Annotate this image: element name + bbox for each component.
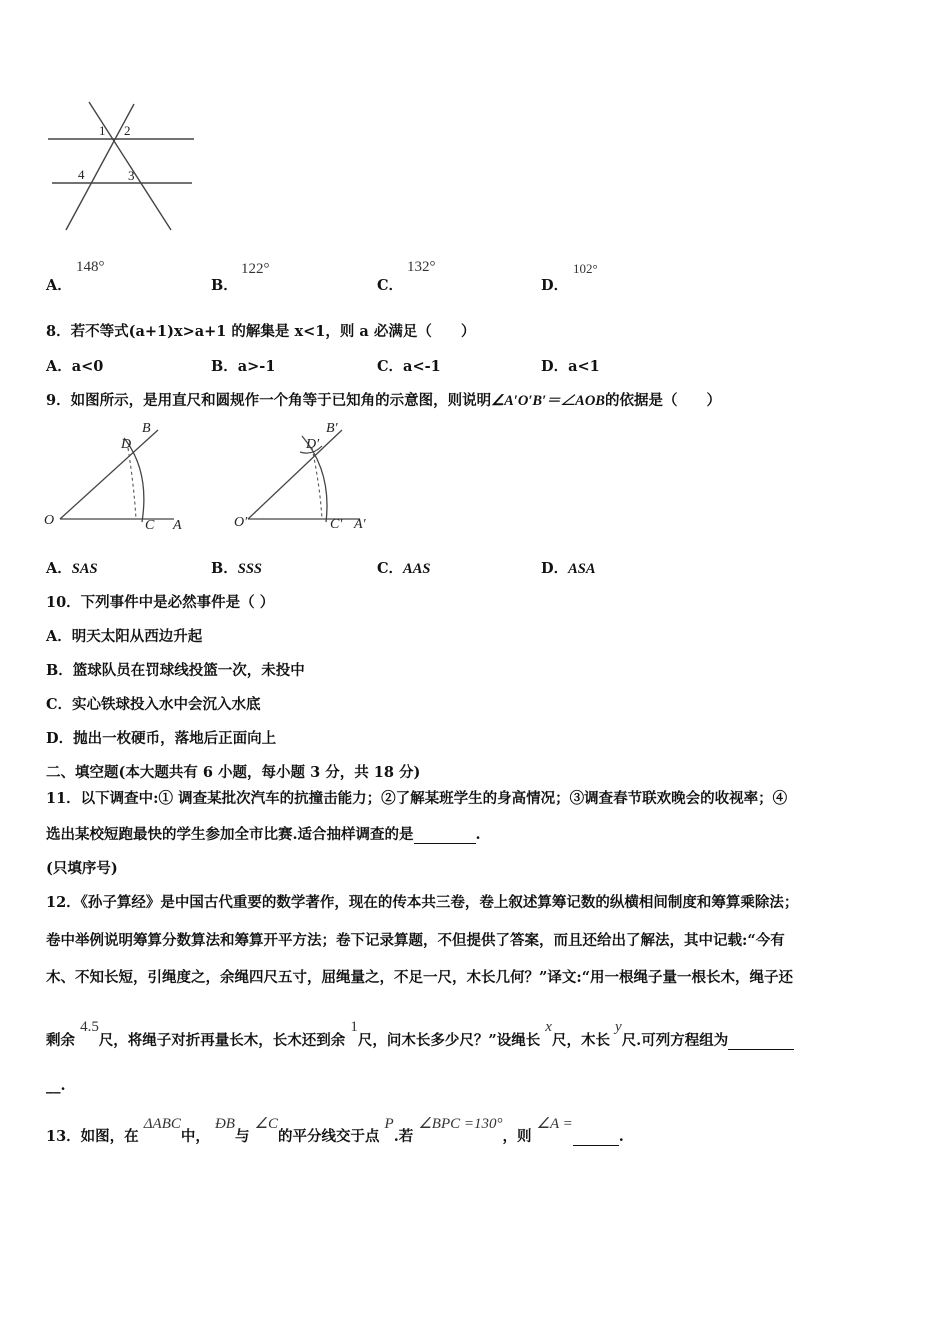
- q12-line-4-c: 尺，问木长多少尺？”设绳长: [357, 1032, 541, 1049]
- option-letter: A．: [46, 358, 72, 375]
- q9-figure-original: [42, 416, 192, 536]
- q9-fig1-label-c: C: [145, 518, 155, 533]
- q13-text-a: 13．如图，在: [46, 1128, 139, 1145]
- q9-fig2-label-c: C′: [330, 517, 343, 532]
- q12-math-y: y: [615, 1019, 622, 1035]
- option-value: SAS: [71, 561, 98, 577]
- q10-option-c[interactable]: C．实心铁球投入水中会沉入水底: [46, 696, 261, 713]
- q10-option-a[interactable]: A．明天太阳从西边升起: [46, 628, 203, 645]
- q12-math-4-5: 4.5: [80, 1019, 99, 1035]
- q13-text-c: 与: [234, 1128, 250, 1145]
- q13-math-angle-c: ∠C: [254, 1116, 278, 1132]
- q13-math-point-p: P: [384, 1116, 394, 1132]
- q12-line-1: 12．《孙子算经》是中国古代重要的数学著作，现在的传本共三卷，卷上叙述算筹记数的纵横相间制度和筹算乘除法；: [46, 894, 799, 911]
- option-letter: C．: [377, 358, 404, 375]
- q9-stem-tail: 的依据是（ ）: [604, 392, 721, 409]
- q13-answer-blank[interactable]: [573, 1128, 619, 1146]
- option-letter: D．: [541, 560, 569, 577]
- q9-fig1-label-o: O: [44, 513, 55, 528]
- q7-option-b-value: 122°: [241, 261, 270, 277]
- q10-option-d[interactable]: D．抛出一枚硬币，落地后正面向上: [46, 730, 277, 747]
- q9-fig2-label-a: A′: [354, 517, 366, 532]
- q9-option-c[interactable]: [377, 557, 430, 578]
- option-value: AAS: [403, 561, 431, 577]
- q8-option-c[interactable]: [377, 355, 441, 376]
- q12-line-4-b: 尺，将绳子对折再量长木，长木还到余: [98, 1032, 346, 1049]
- q13-text-d: 的平分线交于点: [277, 1128, 380, 1145]
- q10-stem: 10．下列事件中是必然事件是（ ）: [46, 594, 275, 611]
- q8-stem: 8．若不等式(a+1)x>a+1 的解集是 x<1，则 a 必满足（ ）: [46, 323, 476, 340]
- q12-line-4-a: 剩余: [46, 1032, 75, 1049]
- q9-fig2-label-b: B′: [326, 421, 338, 436]
- q9-fig1-dashed-chord: [128, 448, 136, 519]
- q12-line-5: [46, 1077, 66, 1094]
- q13-math-angle-b: ÐB: [214, 1116, 235, 1132]
- option-letter: B．: [211, 358, 238, 375]
- q12-line-5-end: .: [60, 1077, 66, 1094]
- q13-line: [46, 1116, 624, 1146]
- q12-line-2: 卷中举例说明筹算分数算法和筹算开平方法；卷下记录算题，不但提供了答案，而且还给出了解法，其中记载:“今有: [46, 932, 785, 949]
- q12-line-5-dash: __: [46, 1077, 61, 1094]
- q9-fig1-label-b: B: [142, 421, 151, 436]
- q9-option-a[interactable]: [46, 557, 98, 578]
- option-value: a<1: [568, 358, 600, 375]
- section-heading-fill-in: 二、填空题(本大题共有 6 小题，每小题 3 分，共 18 分): [46, 764, 421, 781]
- q9-fig2-label-d: D′: [306, 437, 320, 452]
- q7-option-c[interactable]: [377, 274, 403, 295]
- q13-math-angle-bpc: ∠BPC =130°: [418, 1116, 503, 1132]
- q9-fig2-ray-ob: [248, 430, 342, 519]
- option-value: ASA: [568, 561, 596, 577]
- q9-option-d[interactable]: [541, 557, 596, 578]
- q10-option-b[interactable]: B．篮球队员在罚球线投篮一次，未投中: [46, 662, 305, 679]
- q13-math-triangle-abc: ΔABC: [143, 1116, 181, 1132]
- q9-fig2-label-o: O′: [234, 515, 248, 530]
- q12-math-1: 1: [350, 1019, 358, 1035]
- q7-option-c-value: 132°: [407, 259, 436, 275]
- q7-option-d[interactable]: [541, 274, 568, 295]
- option-letter: A．: [46, 277, 72, 294]
- q12-line-3: 木、不知长短，引绳度之，余绳四尺五寸，屈绳量之，不足一尺，木长几何？”译文:“用一根绳子量一根长木，绳子还: [46, 969, 794, 986]
- q11-line-2: [46, 823, 481, 844]
- q12-math-x: x: [545, 1019, 552, 1035]
- q7-option-b[interactable]: [211, 274, 238, 295]
- q11-line-2-end: .: [475, 826, 481, 843]
- q9-stem: [46, 389, 721, 410]
- q11-answer-blank[interactable]: [414, 826, 476, 844]
- q13-text-f: ，则: [502, 1128, 532, 1145]
- q8-option-d[interactable]: [541, 355, 600, 376]
- option-letter: D．: [541, 358, 569, 375]
- q7-angle-label-3: 3: [128, 168, 135, 183]
- option-letter: D．: [541, 277, 569, 294]
- q9-option-b[interactable]: [211, 557, 262, 578]
- option-letter: C．: [377, 560, 404, 577]
- q13-text-e: .若: [393, 1128, 414, 1145]
- q9-fig1-label-d: D: [121, 437, 132, 452]
- q12-line-4: [46, 1019, 794, 1050]
- option-letter: A．: [46, 560, 72, 577]
- q13-math-angle-a: ∠A =: [536, 1116, 573, 1132]
- q7-angle-label-1: 1: [99, 123, 106, 138]
- q7-figure: [44, 96, 199, 236]
- option-letter: C．: [377, 277, 404, 294]
- q11-line-3: (只填序号): [46, 860, 118, 877]
- q9-stem-math: ∠A′O′B′＝∠AOB: [491, 393, 605, 409]
- q9-stem-text: 9．如图所示，是用直尺和圆规作一个角等于已知角的示意图，则说明: [46, 392, 492, 409]
- q11-line-2-text: 选出某校短跑最快的学生参加全市比赛.适合抽样调查的是: [46, 826, 414, 843]
- q8-option-b[interactable]: [211, 355, 275, 376]
- q12-line-4-d: 尺，木长: [551, 1032, 610, 1049]
- option-letter: B．: [211, 560, 238, 577]
- q9-figure-constructed: [230, 416, 380, 536]
- q13-text-b: 中，: [180, 1128, 210, 1145]
- option-value: a<-1: [403, 358, 441, 375]
- q7-option-a-value: 148°: [76, 259, 105, 275]
- option-value: SSS: [237, 561, 262, 577]
- q7-option-d-value: 102°: [573, 261, 598, 276]
- q12-answer-blank[interactable]: [728, 1032, 794, 1050]
- q7-angle-label-4: 4: [78, 167, 85, 182]
- q13-text-g: .: [618, 1128, 624, 1145]
- q7-option-a[interactable]: [46, 274, 72, 295]
- option-value: a>-1: [237, 358, 276, 375]
- q8-option-a[interactable]: [46, 355, 103, 376]
- option-value: a<0: [71, 358, 104, 375]
- q11-line-1: 11．以下调查中:① 调查某批次汽车的抗撞击能力；②了解某班学生的身高情况；③调查春节联欢晚会的收视率；④: [46, 790, 788, 807]
- q7-angle-label-2: 2: [124, 123, 131, 138]
- q9-fig1-label-a: A: [173, 518, 182, 533]
- option-letter: B．: [211, 277, 238, 294]
- q12-line-4-e: 尺.可列方程组为: [621, 1032, 729, 1049]
